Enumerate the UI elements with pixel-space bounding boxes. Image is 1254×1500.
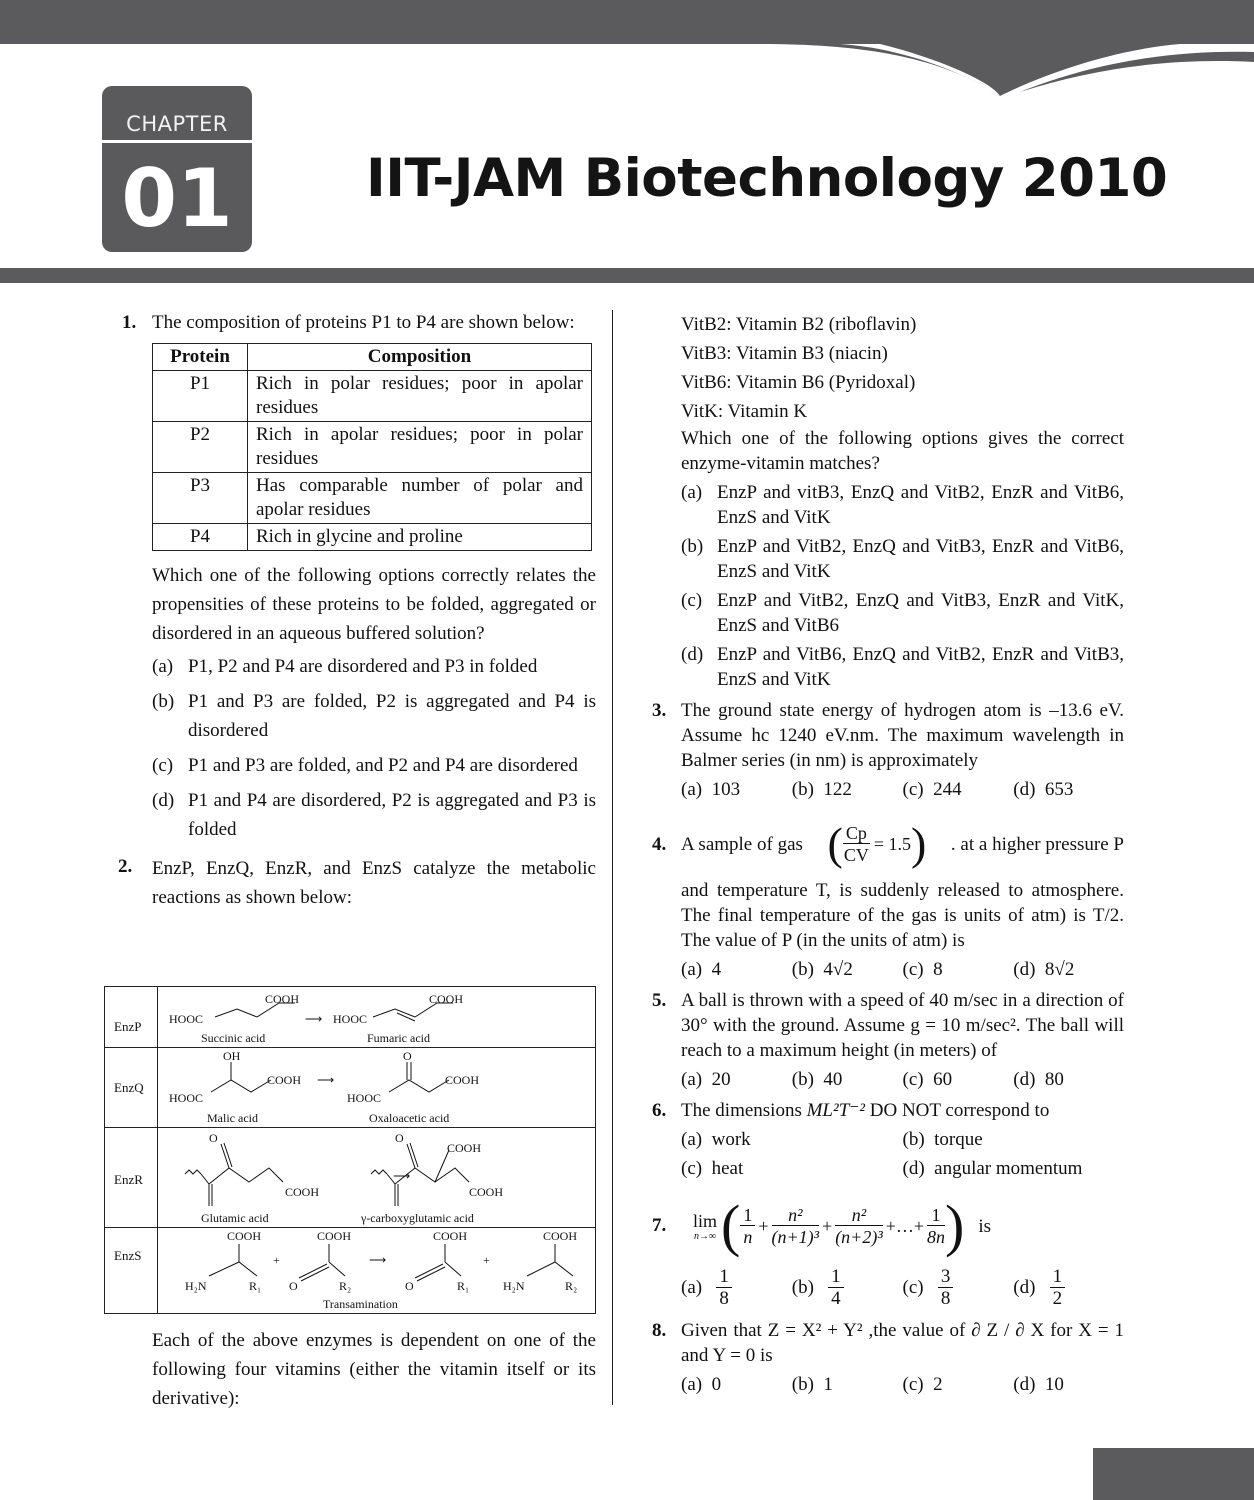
option-a (681, 1127, 903, 1152)
enzyme-cell (105, 1048, 158, 1128)
option-label: (c) (902, 1374, 924, 1395)
hydroxyl-label: OH (223, 1049, 241, 1063)
option-label: (a) (681, 1069, 703, 1090)
option-text: 244 (933, 779, 962, 800)
question-6 (648, 1098, 1124, 1181)
malic-to-oxaloacetic-structure (157, 1048, 595, 1128)
table-row (153, 473, 592, 524)
option-text: 122 (823, 779, 852, 800)
option-a (681, 1267, 792, 1310)
reaction-arrow: ⟶ (369, 1253, 387, 1267)
plus-sign: + (483, 1253, 490, 1267)
stem-after: DO NOT correspond to (865, 1100, 1050, 1121)
option-label: (d) (1013, 1069, 1036, 1090)
question-number: 1. (122, 312, 137, 333)
vitamin-item: VitB2: Vitamin B2 (riboflavin) (681, 314, 917, 335)
question-stem-rest: and temperature T, is suddenly released to atmosphere. The final temperature of the gas is units of atm) is T/2. The value of P (in the units of atm) is (681, 880, 1124, 951)
term-fraction (927, 1205, 945, 1248)
option-a (152, 654, 596, 679)
question-stem: Given that Z = X² + Y² ,the value of ∂ Z / ∂ X for X = 1 and Y = 0 is (681, 1320, 1124, 1366)
fraction-numerator: 1 (828, 1267, 844, 1288)
r2-label: R₂ (565, 1279, 578, 1293)
option-text: 20 (711, 1069, 731, 1090)
option-label: (d) (1013, 959, 1036, 980)
option-b (681, 534, 1124, 584)
limit-subscript: n→∞ (693, 1230, 717, 1242)
plus-sign: + (273, 1253, 280, 1267)
reaction-caption: Transamination (323, 1297, 398, 1311)
option-label: (a) (681, 779, 703, 800)
fraction-denominator: 8 (719, 1288, 729, 1309)
cooh-label: COOH (543, 1229, 578, 1243)
question-stem (681, 814, 1124, 874)
term-fraction (740, 1205, 755, 1248)
enzyme-cell (105, 987, 158, 1047)
option-label: (a) (681, 959, 703, 980)
option-text: 103 (711, 779, 741, 800)
table-header-row (153, 344, 592, 371)
protein-composition-table (152, 343, 592, 551)
option-a (681, 777, 792, 802)
fraction-denominator: 4 (831, 1288, 841, 1309)
right-column (648, 310, 1124, 1397)
limit-tail: is (978, 1215, 992, 1237)
option-d (1013, 1067, 1124, 1092)
option-label: (a) (681, 482, 703, 503)
r1-label: R₁ (249, 1279, 262, 1293)
substrate-name: Succinic acid (201, 1031, 266, 1045)
option-a (681, 1067, 792, 1092)
question-number: 4. (652, 834, 667, 855)
options-row (681, 1067, 1124, 1092)
plus-sign: + (822, 1215, 833, 1236)
protein-cell: P3 (153, 473, 248, 524)
question-text: Which one of the following options gives the correct enzyme-vitamin matches? (681, 428, 1124, 474)
table-header: Protein (153, 344, 248, 371)
option-a (681, 1372, 792, 1397)
option-label: (c) (681, 590, 703, 611)
reaction-scheme (104, 986, 596, 1314)
composition-cell: Rich in polar residues; poor in apolar residues (248, 371, 592, 422)
fraction-denominator: 2 (1052, 1288, 1063, 1309)
question-4 (648, 814, 1124, 982)
header-bottom-bar (0, 268, 1254, 283)
option-label: (b) (791, 1374, 814, 1395)
cooh-label: COOH (429, 992, 464, 1006)
option-text: 60 (933, 1069, 953, 1090)
option-label: (c) (902, 959, 924, 980)
option-text: EnzP and VitB6, EnzQ and VitB2, EnzR and VitB3, EnzS and VitK (717, 644, 1124, 690)
chapter-badge-divider (102, 140, 252, 143)
question-number: 8. (652, 1320, 667, 1341)
option-label: (b) (152, 691, 175, 712)
table-row (153, 524, 592, 551)
table-row (153, 371, 592, 422)
option-fraction (1050, 1267, 1066, 1310)
cooh-label: COOH (267, 1073, 302, 1087)
option-fraction (828, 1267, 844, 1310)
limit-word: lim (693, 1210, 718, 1231)
chapter-label: CHAPTER (126, 112, 228, 136)
option-c (681, 588, 1124, 638)
r2-label: R₂ (339, 1279, 352, 1293)
option-label: (d) (1013, 1374, 1036, 1395)
option-c (903, 777, 1014, 802)
option-label: (c) (902, 1069, 924, 1090)
gamma-ratio: ( $\frac{Cp}{CV}$ = 1.5 ) (827, 818, 927, 869)
fraction-numerator: Cp (843, 823, 870, 844)
option-b (792, 777, 903, 802)
question-number: 2. (118, 856, 133, 877)
succinic-to-fumaric-structure (157, 987, 595, 1047)
option-d (903, 1156, 1125, 1181)
vitamin-intro: Each of the above enzymes is dependent on one of the following four vitamins (either the vitamin itself or its derivative): (152, 1330, 596, 1409)
oxo-label: O (403, 1049, 412, 1063)
option-text: 80 (1044, 1069, 1064, 1090)
fraction-denominator: (n+2)³ (835, 1226, 883, 1247)
options-row (681, 1372, 1124, 1397)
option-text: angular momentum (934, 1158, 1083, 1179)
option-text: P1, P2 and P4 are disordered and P3 in folded (188, 656, 538, 677)
vitamin-item: VitK: Vitamin K (681, 401, 808, 422)
transamination-structure (157, 1228, 595, 1314)
option-text: 1 (823, 1374, 833, 1395)
option-label: (b) (902, 1129, 925, 1150)
option-text: 8 (933, 959, 943, 980)
fraction-numerator: n² (772, 1205, 820, 1226)
options-row (681, 1156, 1124, 1181)
question-7 (648, 1191, 1124, 1310)
stem-before: A sample of gas (681, 833, 803, 855)
option-c (903, 1067, 1014, 1092)
option-c (681, 1156, 903, 1181)
fraction-numerator: 1 (740, 1205, 755, 1226)
reaction-row-enzr (105, 1127, 595, 1228)
option-fraction (938, 1267, 954, 1310)
term-fraction (835, 1205, 883, 1248)
question-number: 6. (652, 1100, 667, 1121)
dimension-formula: ML²T⁻² (806, 1100, 865, 1121)
reaction-arrow: ⟶ (305, 1012, 323, 1026)
option-d (1013, 1372, 1124, 1397)
left-paren: ( (721, 1193, 741, 1258)
product-name: Fumaric acid (367, 1031, 430, 1045)
question-2 (110, 854, 596, 912)
reaction-row-enzs (105, 1227, 595, 1314)
option-text: 4√2 (823, 959, 853, 980)
fraction-denominator: n (743, 1226, 753, 1247)
table-row (153, 422, 592, 473)
fraction-numerator: 1 (716, 1267, 732, 1288)
protein-cell: P4 (153, 524, 248, 551)
composition-cell: Rich in glycine and proline (248, 524, 592, 551)
option-d (1013, 957, 1124, 982)
question-stem: The ground state energy of hydrogen atom is –13.6 eV. Assume hc 1240 eV.nm. The maximum wavelength in Balmer series (in nm) is approximately (681, 700, 1124, 771)
enzyme-name: EnzP (114, 1019, 142, 1034)
option-text: 0 (711, 1374, 722, 1395)
option-d (1013, 777, 1124, 802)
enzyme-name: EnzQ (114, 1080, 144, 1095)
option-text: 653 (1044, 779, 1074, 800)
option-text: work (711, 1129, 751, 1150)
question-number: 7. (652, 1215, 667, 1236)
enzyme-name: EnzS (114, 1248, 142, 1263)
option-d (152, 786, 596, 844)
option-label: (d) (1013, 1276, 1036, 1298)
vitamin-item: VitB3: Vitamin B3 (niacin) (681, 343, 888, 364)
hooc-label: HOOC (333, 1012, 368, 1026)
protein-cell: P1 (153, 371, 248, 422)
question-text: Which one of the following options correctly relates the propensities of these proteins to be folded, aggregated or disordered in an aqueous buffered solution? (152, 565, 596, 644)
option-text: 40 (823, 1069, 843, 1090)
enzyme-cell (105, 1128, 158, 1228)
page-title: IIT-JAM Biotechnology 2010 (366, 148, 1168, 209)
question-stem: A ball is thrown with a speed of 40 m/sec in a direction of 30° with the ground. Assume g = 10 m/sec². The ball will reach to a maximum height (in meters) of (681, 990, 1124, 1061)
fraction-denominator: 8n (927, 1226, 946, 1247)
option-b (792, 1372, 903, 1397)
fraction-numerator: 1 (1050, 1267, 1066, 1288)
option-a (681, 957, 792, 982)
cooh-label: COOH (317, 1229, 352, 1243)
cooh-label: COOH (433, 1229, 468, 1243)
oxo-label: O (395, 1131, 404, 1145)
option-label: (b) (791, 1276, 814, 1298)
option-label: (d) (681, 644, 704, 665)
cooh-label: COOH (445, 1073, 480, 1087)
amine-label: H₂N (503, 1279, 525, 1293)
option-label: (b) (791, 1069, 814, 1090)
reaction-row-enzq (105, 1047, 595, 1128)
fraction-numerator: 1 (927, 1205, 945, 1226)
option-b (792, 1067, 903, 1092)
product-name: Oxaloacetic acid (369, 1111, 450, 1125)
r1-label: R₁ (457, 1279, 470, 1293)
vitamin-list (648, 310, 1124, 426)
option-label: (a) (681, 1276, 703, 1298)
option-label: (b) (791, 779, 814, 800)
option-text: P1 and P4 are disordered, P2 is aggregated and P3 is folded (188, 790, 596, 840)
glutamic-to-gla-structure (157, 1128, 595, 1228)
option-label: (b) (681, 536, 704, 557)
option-label: (c) (152, 755, 174, 776)
option-label: (b) (791, 959, 814, 980)
oxo-label: O (289, 1279, 298, 1293)
fraction-denominator: CV (843, 844, 869, 865)
question-number: 3. (652, 700, 667, 721)
option-b (792, 957, 903, 982)
hooc-label: HOOC (169, 1091, 204, 1105)
oxo-label: O (405, 1279, 414, 1293)
question-stem: EnzP, EnzQ, EnzR, and EnzS catalyze the metabolic reactions as shown below: (152, 858, 596, 908)
protein-cell: P2 (153, 422, 248, 473)
product-name: γ-carboxyglutamic acid (361, 1211, 474, 1225)
term-fraction (772, 1205, 820, 1248)
composition-cell: Has comparable number of polar and apolar residues (248, 473, 592, 524)
ellipsis: +…+ (885, 1215, 925, 1236)
left-column (110, 310, 596, 912)
option-text: EnzP and VitB2, EnzQ and VitB3, EnzR and VitB6, EnzS and VitK (717, 536, 1124, 582)
option-label: (d) (902, 1158, 925, 1179)
option-text: torque (934, 1129, 983, 1150)
option-d (1013, 1267, 1124, 1310)
question-1 (110, 310, 596, 844)
option-label: (d) (152, 790, 175, 811)
option-c (903, 1372, 1014, 1397)
composition-cell: Rich in apolar residues; poor in polar residues (248, 422, 592, 473)
option-text: 8√2 (1044, 959, 1075, 980)
option-label: (d) (1013, 779, 1036, 800)
option-label: (a) (681, 1129, 703, 1150)
option-label: (c) (902, 779, 924, 800)
question-2-options (648, 426, 1124, 692)
option-c (903, 1267, 1014, 1310)
reaction-arrow: ⟶ (317, 1073, 335, 1087)
question-8 (648, 1318, 1124, 1397)
options-row (681, 777, 1124, 802)
question-stem (681, 1098, 1124, 1123)
stem-after: . at a higher pressure P (950, 833, 1124, 855)
option-text: heat (711, 1158, 744, 1179)
option-text: P1 and P3 are folded, P2 is aggregated and P4 is disordered (188, 691, 596, 741)
limit-operator (693, 1211, 717, 1242)
option-label: (c) (902, 1276, 924, 1298)
enzyme-name: EnzR (114, 1172, 143, 1187)
option-fraction (716, 1267, 732, 1310)
vitamin-item: VitB6: Vitamin B6 (Pyridoxal) (681, 372, 916, 393)
ratio-value: = 1.5 (873, 833, 911, 854)
option-a (681, 480, 1124, 530)
option-label: (a) (681, 1374, 703, 1395)
option-b (903, 1127, 1125, 1152)
substrate-name: Malic acid (207, 1111, 258, 1125)
reaction-arrow: ⟶ (393, 1169, 411, 1183)
options-row (681, 957, 1124, 982)
fraction-numerator: 3 (938, 1267, 954, 1288)
chapter-number: 01 (121, 152, 233, 245)
option-b (792, 1267, 903, 1310)
cooh-label: COOH (265, 992, 300, 1006)
plus-sign: + (758, 1215, 769, 1236)
cooh-label: COOH (469, 1185, 504, 1199)
question-5 (648, 988, 1124, 1092)
option-b (152, 687, 596, 745)
option-text: 10 (1044, 1374, 1064, 1395)
question-3 (648, 698, 1124, 802)
option-label: (a) (152, 656, 174, 677)
stem-before: The dimensions (681, 1100, 807, 1121)
option-text: 4 (711, 959, 722, 980)
option-text: 2 (933, 1374, 943, 1395)
option-d (681, 642, 1124, 692)
option-text: EnzP and vitB3, EnzQ and VitB2, EnzR and VitB6, EnzS and VitK (717, 482, 1124, 528)
cooh-label: COOH (227, 1229, 262, 1243)
reaction-row-enzp (105, 987, 595, 1047)
cooh-label: COOH (447, 1141, 482, 1155)
column-divider (612, 310, 613, 1405)
option-label: (c) (681, 1158, 703, 1179)
substrate-name: Glutamic acid (201, 1211, 269, 1225)
fraction-denominator: (n+1)³ (771, 1226, 820, 1247)
chapter-badge (102, 86, 252, 252)
option-c (903, 957, 1014, 982)
amine-label: H₂N (185, 1279, 207, 1293)
footer-corner-block (1093, 1448, 1254, 1500)
options-row (681, 1267, 1124, 1310)
question-stem: The composition of proteins P1 to P4 are shown below: (152, 312, 575, 333)
cp-cv-fraction (843, 823, 870, 866)
question-2-continued (152, 1326, 596, 1413)
fraction-numerator: n² (835, 1205, 883, 1226)
fraction-denominator: 8 (940, 1288, 951, 1309)
options-row (681, 1127, 1124, 1152)
option-text: EnzP and VitB2, EnzQ and VitB3, EnzR and VitK, EnzS and VitB6 (717, 590, 1124, 636)
hooc-label: HOOC (169, 1012, 204, 1026)
option-c (152, 753, 596, 778)
enzyme-cell (105, 1228, 158, 1314)
limit-expression (681, 1191, 1124, 1261)
cooh-label: COOH (285, 1185, 320, 1199)
question-number: 5. (652, 990, 667, 1011)
hooc-label: HOOC (347, 1091, 382, 1105)
oxo-label: O (209, 1131, 218, 1145)
right-paren: ) (945, 1193, 965, 1258)
option-text: P1 and P3 are folded, and P2 and P4 are disordered (188, 755, 578, 776)
table-header: Composition (248, 344, 592, 371)
